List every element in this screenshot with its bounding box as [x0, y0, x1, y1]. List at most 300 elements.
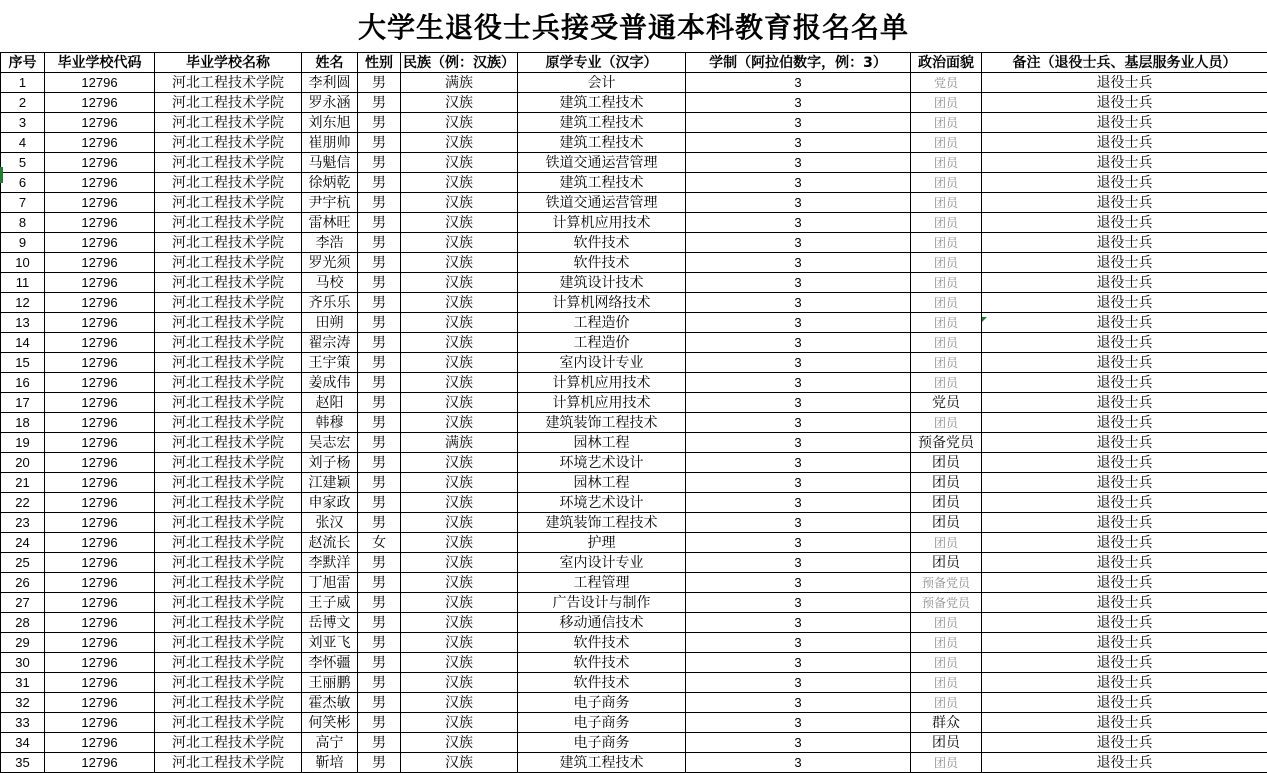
cell-major[interactable]: 电子商务	[518, 693, 686, 713]
column-header[interactable]: 学制（阿拉伯数字，例：3）	[686, 53, 911, 73]
cell-ethnic[interactable]: 满族	[401, 73, 518, 93]
cell-school-name[interactable]: 河北工程技术学院	[155, 273, 302, 293]
cell-school-name[interactable]: 河北工程技术学院	[155, 133, 302, 153]
cell-school-code[interactable]: 12796	[45, 213, 155, 233]
cell-major[interactable]: 计算机网络技术	[518, 293, 686, 313]
cell-name[interactable]: 岳博文	[302, 613, 358, 633]
cell-name[interactable]: 田朔	[302, 313, 358, 333]
cell-index[interactable]: 24	[1, 533, 45, 553]
cell-ethnic[interactable]: 汉族	[401, 553, 518, 573]
cell-note[interactable]: 退役士兵	[982, 73, 1267, 93]
cell-gender[interactable]: 男	[358, 653, 401, 673]
cell-school-name[interactable]: 河北工程技术学院	[155, 213, 302, 233]
cell-years[interactable]: 3	[686, 153, 911, 173]
cell-name[interactable]: 张汉	[302, 513, 358, 533]
cell-political[interactable]: 团员	[911, 113, 982, 133]
cell-major[interactable]: 建筑设计技术	[518, 273, 686, 293]
cell-school-code[interactable]: 12796	[45, 413, 155, 433]
cell-note[interactable]: 退役士兵	[982, 753, 1267, 773]
cell-ethnic[interactable]: 汉族	[401, 93, 518, 113]
cell-name[interactable]: 申家政	[302, 493, 358, 513]
cell-school-code[interactable]: 12796	[45, 133, 155, 153]
cell-major[interactable]: 软件技术	[518, 253, 686, 273]
cell-political[interactable]: 团员	[911, 513, 982, 533]
cell-major[interactable]: 广告设计与制作	[518, 593, 686, 613]
cell-political[interactable]: 团员	[911, 253, 982, 273]
cell-gender[interactable]: 男	[358, 313, 401, 333]
cell-major[interactable]: 计算机应用技术	[518, 393, 686, 413]
cell-ethnic[interactable]: 汉族	[401, 513, 518, 533]
cell-school-code[interactable]: 12796	[45, 393, 155, 413]
cell-political[interactable]: 团员	[911, 653, 982, 673]
cell-note[interactable]: 退役士兵	[982, 413, 1267, 433]
cell-gender[interactable]: 男	[358, 213, 401, 233]
cell-major[interactable]: 移动通信技术	[518, 613, 686, 633]
cell-note[interactable]: 退役士兵	[982, 153, 1267, 173]
cell-gender[interactable]: 男	[358, 493, 401, 513]
cell-note[interactable]: 退役士兵	[982, 373, 1267, 393]
cell-ethnic[interactable]: 汉族	[401, 293, 518, 313]
cell-school-name[interactable]: 河北工程技术学院	[155, 753, 302, 773]
cell-major[interactable]: 软件技术	[518, 653, 686, 673]
cell-gender[interactable]: 男	[358, 353, 401, 373]
cell-major[interactable]: 电子商务	[518, 733, 686, 753]
cell-ethnic[interactable]: 汉族	[401, 353, 518, 373]
cell-political[interactable]: 团员	[911, 373, 982, 393]
cell-political[interactable]: 团员	[911, 753, 982, 773]
cell-years[interactable]: 3	[686, 353, 911, 373]
cell-ethnic[interactable]: 汉族	[401, 373, 518, 393]
cell-school-name[interactable]: 河北工程技术学院	[155, 373, 302, 393]
column-header[interactable]: 毕业学校代码	[45, 53, 155, 73]
cell-note[interactable]: 退役士兵	[982, 613, 1267, 633]
cell-index[interactable]: 17	[1, 393, 45, 413]
cell-political[interactable]: 预备党员	[911, 593, 982, 613]
cell-school-name[interactable]: 河北工程技术学院	[155, 413, 302, 433]
cell-school-name[interactable]: 河北工程技术学院	[155, 613, 302, 633]
cell-major[interactable]: 建筑工程技术	[518, 93, 686, 113]
cell-ethnic[interactable]: 汉族	[401, 213, 518, 233]
cell-school-name[interactable]: 河北工程技术学院	[155, 453, 302, 473]
cell-index[interactable]: 19	[1, 433, 45, 453]
cell-years[interactable]: 3	[686, 433, 911, 453]
cell-name[interactable]: 翟宗涛	[302, 333, 358, 353]
cell-political[interactable]: 团员	[911, 493, 982, 513]
cell-major[interactable]: 软件技术	[518, 633, 686, 653]
cell-political[interactable]: 团员	[911, 173, 982, 193]
cell-note[interactable]: 退役士兵	[982, 733, 1267, 753]
cell-index[interactable]: 7	[1, 193, 45, 213]
cell-ethnic[interactable]: 汉族	[401, 333, 518, 353]
cell-years[interactable]: 3	[686, 653, 911, 673]
cell-school-code[interactable]: 12796	[45, 253, 155, 273]
cell-school-code[interactable]: 12796	[45, 693, 155, 713]
cell-note[interactable]: 退役士兵	[982, 213, 1267, 233]
cell-years[interactable]: 3	[686, 573, 911, 593]
column-header[interactable]: 毕业学校名称	[155, 53, 302, 73]
cell-note[interactable]: 退役士兵	[982, 573, 1267, 593]
cell-gender[interactable]: 男	[358, 473, 401, 493]
column-header[interactable]: 序号	[1, 53, 45, 73]
cell-name[interactable]: 何笑彬	[302, 713, 358, 733]
cell-school-name[interactable]: 河北工程技术学院	[155, 93, 302, 113]
cell-ethnic[interactable]: 汉族	[401, 753, 518, 773]
cell-years[interactable]: 3	[686, 333, 911, 353]
cell-years[interactable]: 3	[686, 293, 911, 313]
cell-gender[interactable]: 男	[358, 333, 401, 353]
cell-political[interactable]: 团员	[911, 473, 982, 493]
cell-political[interactable]: 团员	[911, 553, 982, 573]
cell-years[interactable]: 3	[686, 673, 911, 693]
cell-school-code[interactable]: 12796	[45, 533, 155, 553]
cell-index[interactable]: 33	[1, 713, 45, 733]
cell-name[interactable]: 李怀疆	[302, 653, 358, 673]
column-header[interactable]: 政治面貌	[911, 53, 982, 73]
cell-ethnic[interactable]: 汉族	[401, 133, 518, 153]
cell-note[interactable]: 退役士兵	[982, 533, 1267, 553]
cell-index[interactable]: 8	[1, 213, 45, 233]
cell-school-name[interactable]: 河北工程技术学院	[155, 353, 302, 373]
cell-name[interactable]: 刘子杨	[302, 453, 358, 473]
cell-note[interactable]: 退役士兵	[982, 273, 1267, 293]
cell-school-name[interactable]: 河北工程技术学院	[155, 193, 302, 213]
cell-school-name[interactable]: 河北工程技术学院	[155, 693, 302, 713]
cell-gender[interactable]: 男	[358, 193, 401, 213]
cell-gender[interactable]: 男	[358, 713, 401, 733]
cell-ethnic[interactable]: 汉族	[401, 573, 518, 593]
cell-years[interactable]: 3	[686, 533, 911, 553]
cell-index[interactable]: 2	[1, 93, 45, 113]
cell-ethnic[interactable]: 汉族	[401, 113, 518, 133]
cell-index[interactable]: 30	[1, 653, 45, 673]
cell-major[interactable]: 建筑装饰工程技术	[518, 413, 686, 433]
cell-name[interactable]: 雷林旺	[302, 213, 358, 233]
cell-years[interactable]: 3	[686, 453, 911, 473]
cell-index[interactable]: 11	[1, 273, 45, 293]
cell-years[interactable]: 3	[686, 693, 911, 713]
cell-school-code[interactable]: 12796	[45, 733, 155, 753]
cell-name[interactable]: 刘亚飞	[302, 633, 358, 653]
cell-name[interactable]: 刘东旭	[302, 113, 358, 133]
cell-note[interactable]: 退役士兵	[982, 333, 1267, 353]
cell-school-code[interactable]: 12796	[45, 153, 155, 173]
cell-index[interactable]: 1	[1, 73, 45, 93]
cell-major[interactable]: 环境艺术设计	[518, 453, 686, 473]
cell-index[interactable]: 10	[1, 253, 45, 273]
cell-years[interactable]: 3	[686, 413, 911, 433]
cell-political[interactable]: 团员	[911, 633, 982, 653]
cell-school-name[interactable]: 河北工程技术学院	[155, 573, 302, 593]
cell-major[interactable]: 软件技术	[518, 233, 686, 253]
cell-political[interactable]: 团员	[911, 413, 982, 433]
cell-school-code[interactable]: 12796	[45, 193, 155, 213]
cell-index[interactable]: 32	[1, 693, 45, 713]
cell-gender[interactable]: 男	[358, 133, 401, 153]
cell-school-name[interactable]: 河北工程技术学院	[155, 293, 302, 313]
cell-index[interactable]: 20	[1, 453, 45, 473]
cell-major[interactable]: 建筑工程技术	[518, 753, 686, 773]
cell-name[interactable]: 靳培	[302, 753, 358, 773]
cell-note[interactable]: 退役士兵	[982, 593, 1267, 613]
cell-note[interactable]: 退役士兵	[982, 313, 1267, 333]
cell-index[interactable]: 23	[1, 513, 45, 533]
column-header[interactable]: 民族（例：汉族）	[401, 53, 518, 73]
cell-major[interactable]: 建筑工程技术	[518, 173, 686, 193]
cell-gender[interactable]: 男	[358, 413, 401, 433]
cell-political[interactable]: 团员	[911, 453, 982, 473]
cell-name[interactable]: 徐炳乾	[302, 173, 358, 193]
cell-name[interactable]: 崔朋帅	[302, 133, 358, 153]
cell-school-name[interactable]: 河北工程技术学院	[155, 113, 302, 133]
cell-school-name[interactable]: 河北工程技术学院	[155, 673, 302, 693]
cell-school-code[interactable]: 12796	[45, 113, 155, 133]
cell-school-name[interactable]: 河北工程技术学院	[155, 73, 302, 93]
cell-index[interactable]: 18	[1, 413, 45, 433]
cell-ethnic[interactable]: 汉族	[401, 313, 518, 333]
cell-years[interactable]: 3	[686, 113, 911, 133]
cell-years[interactable]: 3	[686, 753, 911, 773]
cell-school-name[interactable]: 河北工程技术学院	[155, 473, 302, 493]
cell-ethnic[interactable]: 汉族	[401, 613, 518, 633]
cell-school-name[interactable]: 河北工程技术学院	[155, 653, 302, 673]
cell-note[interactable]: 退役士兵	[982, 113, 1267, 133]
cell-name[interactable]: 罗光须	[302, 253, 358, 273]
cell-political[interactable]: 团员	[911, 733, 982, 753]
cell-name[interactable]: 江建颖	[302, 473, 358, 493]
cell-years[interactable]: 3	[686, 713, 911, 733]
cell-school-name[interactable]: 河北工程技术学院	[155, 553, 302, 573]
cell-political[interactable]: 党员	[911, 393, 982, 413]
cell-name[interactable]: 姜成伟	[302, 373, 358, 393]
cell-school-code[interactable]: 12796	[45, 633, 155, 653]
cell-years[interactable]: 3	[686, 213, 911, 233]
cell-school-code[interactable]: 12796	[45, 293, 155, 313]
cell-name[interactable]: 王子威	[302, 593, 358, 613]
cell-school-name[interactable]: 河北工程技术学院	[155, 173, 302, 193]
cell-name[interactable]: 齐乐乐	[302, 293, 358, 313]
cell-gender[interactable]: 男	[358, 393, 401, 413]
cell-school-code[interactable]: 12796	[45, 613, 155, 633]
cell-major[interactable]: 工程造价	[518, 313, 686, 333]
cell-school-code[interactable]: 12796	[45, 653, 155, 673]
cell-note[interactable]: 退役士兵	[982, 293, 1267, 313]
cell-note[interactable]: 退役士兵	[982, 673, 1267, 693]
cell-political[interactable]: 团员	[911, 533, 982, 553]
cell-index[interactable]: 31	[1, 673, 45, 693]
cell-index[interactable]: 4	[1, 133, 45, 153]
cell-note[interactable]: 退役士兵	[982, 133, 1267, 153]
cell-gender[interactable]: 男	[358, 613, 401, 633]
cell-index[interactable]: 12	[1, 293, 45, 313]
cell-ethnic[interactable]: 汉族	[401, 713, 518, 733]
cell-years[interactable]: 3	[686, 373, 911, 393]
cell-school-name[interactable]: 河北工程技术学院	[155, 633, 302, 653]
cell-years[interactable]: 3	[686, 553, 911, 573]
cell-years[interactable]: 3	[686, 313, 911, 333]
cell-note[interactable]: 退役士兵	[982, 453, 1267, 473]
cell-political[interactable]: 预备党员	[911, 573, 982, 593]
cell-ethnic[interactable]: 汉族	[401, 413, 518, 433]
cell-index[interactable]: 16	[1, 373, 45, 393]
cell-name[interactable]: 丁旭雷	[302, 573, 358, 593]
cell-gender[interactable]: 男	[358, 93, 401, 113]
cell-index[interactable]: 21	[1, 473, 45, 493]
cell-gender[interactable]: 男	[358, 73, 401, 93]
cell-school-code[interactable]: 12796	[45, 273, 155, 293]
cell-gender[interactable]: 男	[358, 573, 401, 593]
cell-gender[interactable]: 男	[358, 633, 401, 653]
cell-political[interactable]: 团员	[911, 193, 982, 213]
cell-name[interactable]: 韩穆	[302, 413, 358, 433]
cell-political[interactable]: 团员	[911, 673, 982, 693]
cell-years[interactable]: 3	[686, 233, 911, 253]
cell-name[interactable]: 李浩	[302, 233, 358, 253]
cell-name[interactable]: 霍杰敏	[302, 693, 358, 713]
cell-name[interactable]: 李默洋	[302, 553, 358, 573]
cell-school-code[interactable]: 12796	[45, 573, 155, 593]
cell-ethnic[interactable]: 汉族	[401, 253, 518, 273]
cell-index[interactable]: 5	[1, 153, 45, 173]
cell-index[interactable]: 6	[1, 173, 45, 193]
cell-index[interactable]: 27	[1, 593, 45, 613]
cell-note[interactable]: 退役士兵	[982, 393, 1267, 413]
cell-school-name[interactable]: 河北工程技术学院	[155, 253, 302, 273]
cell-school-code[interactable]: 12796	[45, 753, 155, 773]
cell-ethnic[interactable]: 汉族	[401, 393, 518, 413]
cell-ethnic[interactable]: 汉族	[401, 693, 518, 713]
cell-years[interactable]: 3	[686, 393, 911, 413]
cell-years[interactable]: 3	[686, 73, 911, 93]
cell-name[interactable]: 马魁信	[302, 153, 358, 173]
cell-years[interactable]: 3	[686, 493, 911, 513]
cell-major[interactable]: 园林工程	[518, 433, 686, 453]
cell-major[interactable]: 室内设计专业	[518, 353, 686, 373]
cell-index[interactable]: 3	[1, 113, 45, 133]
title-row[interactable]	[0, 0, 1267, 53]
cell-school-code[interactable]: 12796	[45, 93, 155, 113]
cell-ethnic[interactable]: 汉族	[401, 193, 518, 213]
cell-ethnic[interactable]: 汉族	[401, 493, 518, 513]
cell-political[interactable]: 团员	[911, 693, 982, 713]
cell-major[interactable]: 计算机应用技术	[518, 373, 686, 393]
cell-name[interactable]: 赵流长	[302, 533, 358, 553]
column-header[interactable]: 原学专业（汉字）	[518, 53, 686, 73]
cell-ethnic[interactable]: 汉族	[401, 653, 518, 673]
cell-ethnic[interactable]: 汉族	[401, 633, 518, 653]
cell-note[interactable]: 退役士兵	[982, 473, 1267, 493]
cell-ethnic[interactable]: 汉族	[401, 273, 518, 293]
cell-major[interactable]: 铁道交通运营管理	[518, 153, 686, 173]
cell-political[interactable]: 团员	[911, 153, 982, 173]
cell-years[interactable]: 3	[686, 253, 911, 273]
cell-political[interactable]: 团员	[911, 333, 982, 353]
cell-name[interactable]: 罗永涵	[302, 93, 358, 113]
cell-years[interactable]: 3	[686, 93, 911, 113]
cell-note[interactable]: 退役士兵	[982, 93, 1267, 113]
cell-ethnic[interactable]: 汉族	[401, 153, 518, 173]
cell-school-name[interactable]: 河北工程技术学院	[155, 593, 302, 613]
cell-major[interactable]: 室内设计专业	[518, 553, 686, 573]
cell-note[interactable]: 退役士兵	[982, 713, 1267, 733]
cell-note[interactable]: 退役士兵	[982, 173, 1267, 193]
cell-major[interactable]: 工程造价	[518, 333, 686, 353]
column-header[interactable]: 性别	[358, 53, 401, 73]
cell-gender[interactable]: 男	[358, 273, 401, 293]
cell-note[interactable]: 退役士兵	[982, 633, 1267, 653]
cell-note[interactable]: 退役士兵	[982, 353, 1267, 373]
cell-major[interactable]: 电子商务	[518, 713, 686, 733]
cell-gender[interactable]: 男	[358, 233, 401, 253]
cell-note[interactable]: 退役士兵	[982, 253, 1267, 273]
cell-note[interactable]: 退役士兵	[982, 233, 1267, 253]
cell-school-code[interactable]: 12796	[45, 553, 155, 573]
cell-school-name[interactable]: 河北工程技术学院	[155, 533, 302, 553]
cell-political[interactable]: 团员	[911, 133, 982, 153]
cell-political[interactable]: 团员	[911, 613, 982, 633]
cell-school-code[interactable]: 12796	[45, 433, 155, 453]
cell-school-name[interactable]: 河北工程技术学院	[155, 433, 302, 453]
cell-political[interactable]: 团员	[911, 313, 982, 333]
cell-name[interactable]: 李利圆	[302, 73, 358, 93]
cell-years[interactable]: 3	[686, 593, 911, 613]
cell-name[interactable]: 高宁	[302, 733, 358, 753]
column-header[interactable]: 备注（退役士兵、基层服务业人员）	[982, 53, 1267, 73]
cell-gender[interactable]: 男	[358, 693, 401, 713]
cell-index[interactable]: 29	[1, 633, 45, 653]
cell-political[interactable]: 团员	[911, 233, 982, 253]
cell-note[interactable]: 退役士兵	[982, 693, 1267, 713]
cell-years[interactable]: 3	[686, 613, 911, 633]
cell-gender[interactable]: 男	[358, 173, 401, 193]
cell-school-name[interactable]: 河北工程技术学院	[155, 733, 302, 753]
cell-years[interactable]: 3	[686, 733, 911, 753]
cell-ethnic[interactable]: 汉族	[401, 533, 518, 553]
cell-index[interactable]: 25	[1, 553, 45, 573]
cell-school-name[interactable]: 河北工程技术学院	[155, 713, 302, 733]
cell-name[interactable]: 赵阳	[302, 393, 358, 413]
cell-school-code[interactable]: 12796	[45, 673, 155, 693]
cell-political[interactable]: 团员	[911, 293, 982, 313]
cell-name[interactable]: 王丽鹏	[302, 673, 358, 693]
cell-years[interactable]: 3	[686, 273, 911, 293]
cell-name[interactable]: 王宇策	[302, 353, 358, 373]
cell-ethnic[interactable]: 汉族	[401, 473, 518, 493]
cell-school-code[interactable]: 12796	[45, 493, 155, 513]
cell-index[interactable]: 15	[1, 353, 45, 373]
cell-major[interactable]: 计算机应用技术	[518, 213, 686, 233]
cell-gender[interactable]: 男	[358, 453, 401, 473]
cell-school-name[interactable]: 河北工程技术学院	[155, 393, 302, 413]
cell-school-code[interactable]: 12796	[45, 373, 155, 393]
cell-name[interactable]: 尹宇杭	[302, 193, 358, 213]
cell-school-name[interactable]: 河北工程技术学院	[155, 153, 302, 173]
cell-gender[interactable]: 男	[358, 253, 401, 273]
cell-years[interactable]: 3	[686, 133, 911, 153]
cell-note[interactable]: 退役士兵	[982, 513, 1267, 533]
cell-school-name[interactable]: 河北工程技术学院	[155, 233, 302, 253]
cell-gender[interactable]: 男	[358, 733, 401, 753]
cell-school-name[interactable]: 河北工程技术学院	[155, 493, 302, 513]
cell-major[interactable]: 建筑装饰工程技术	[518, 513, 686, 533]
cell-school-code[interactable]: 12796	[45, 353, 155, 373]
cell-gender[interactable]: 男	[358, 113, 401, 133]
cell-major[interactable]: 园林工程	[518, 473, 686, 493]
cell-gender[interactable]: 男	[358, 673, 401, 693]
cell-years[interactable]: 3	[686, 633, 911, 653]
cell-school-code[interactable]: 12796	[45, 593, 155, 613]
cell-ethnic[interactable]: 满族	[401, 433, 518, 453]
cell-gender[interactable]: 男	[358, 553, 401, 573]
